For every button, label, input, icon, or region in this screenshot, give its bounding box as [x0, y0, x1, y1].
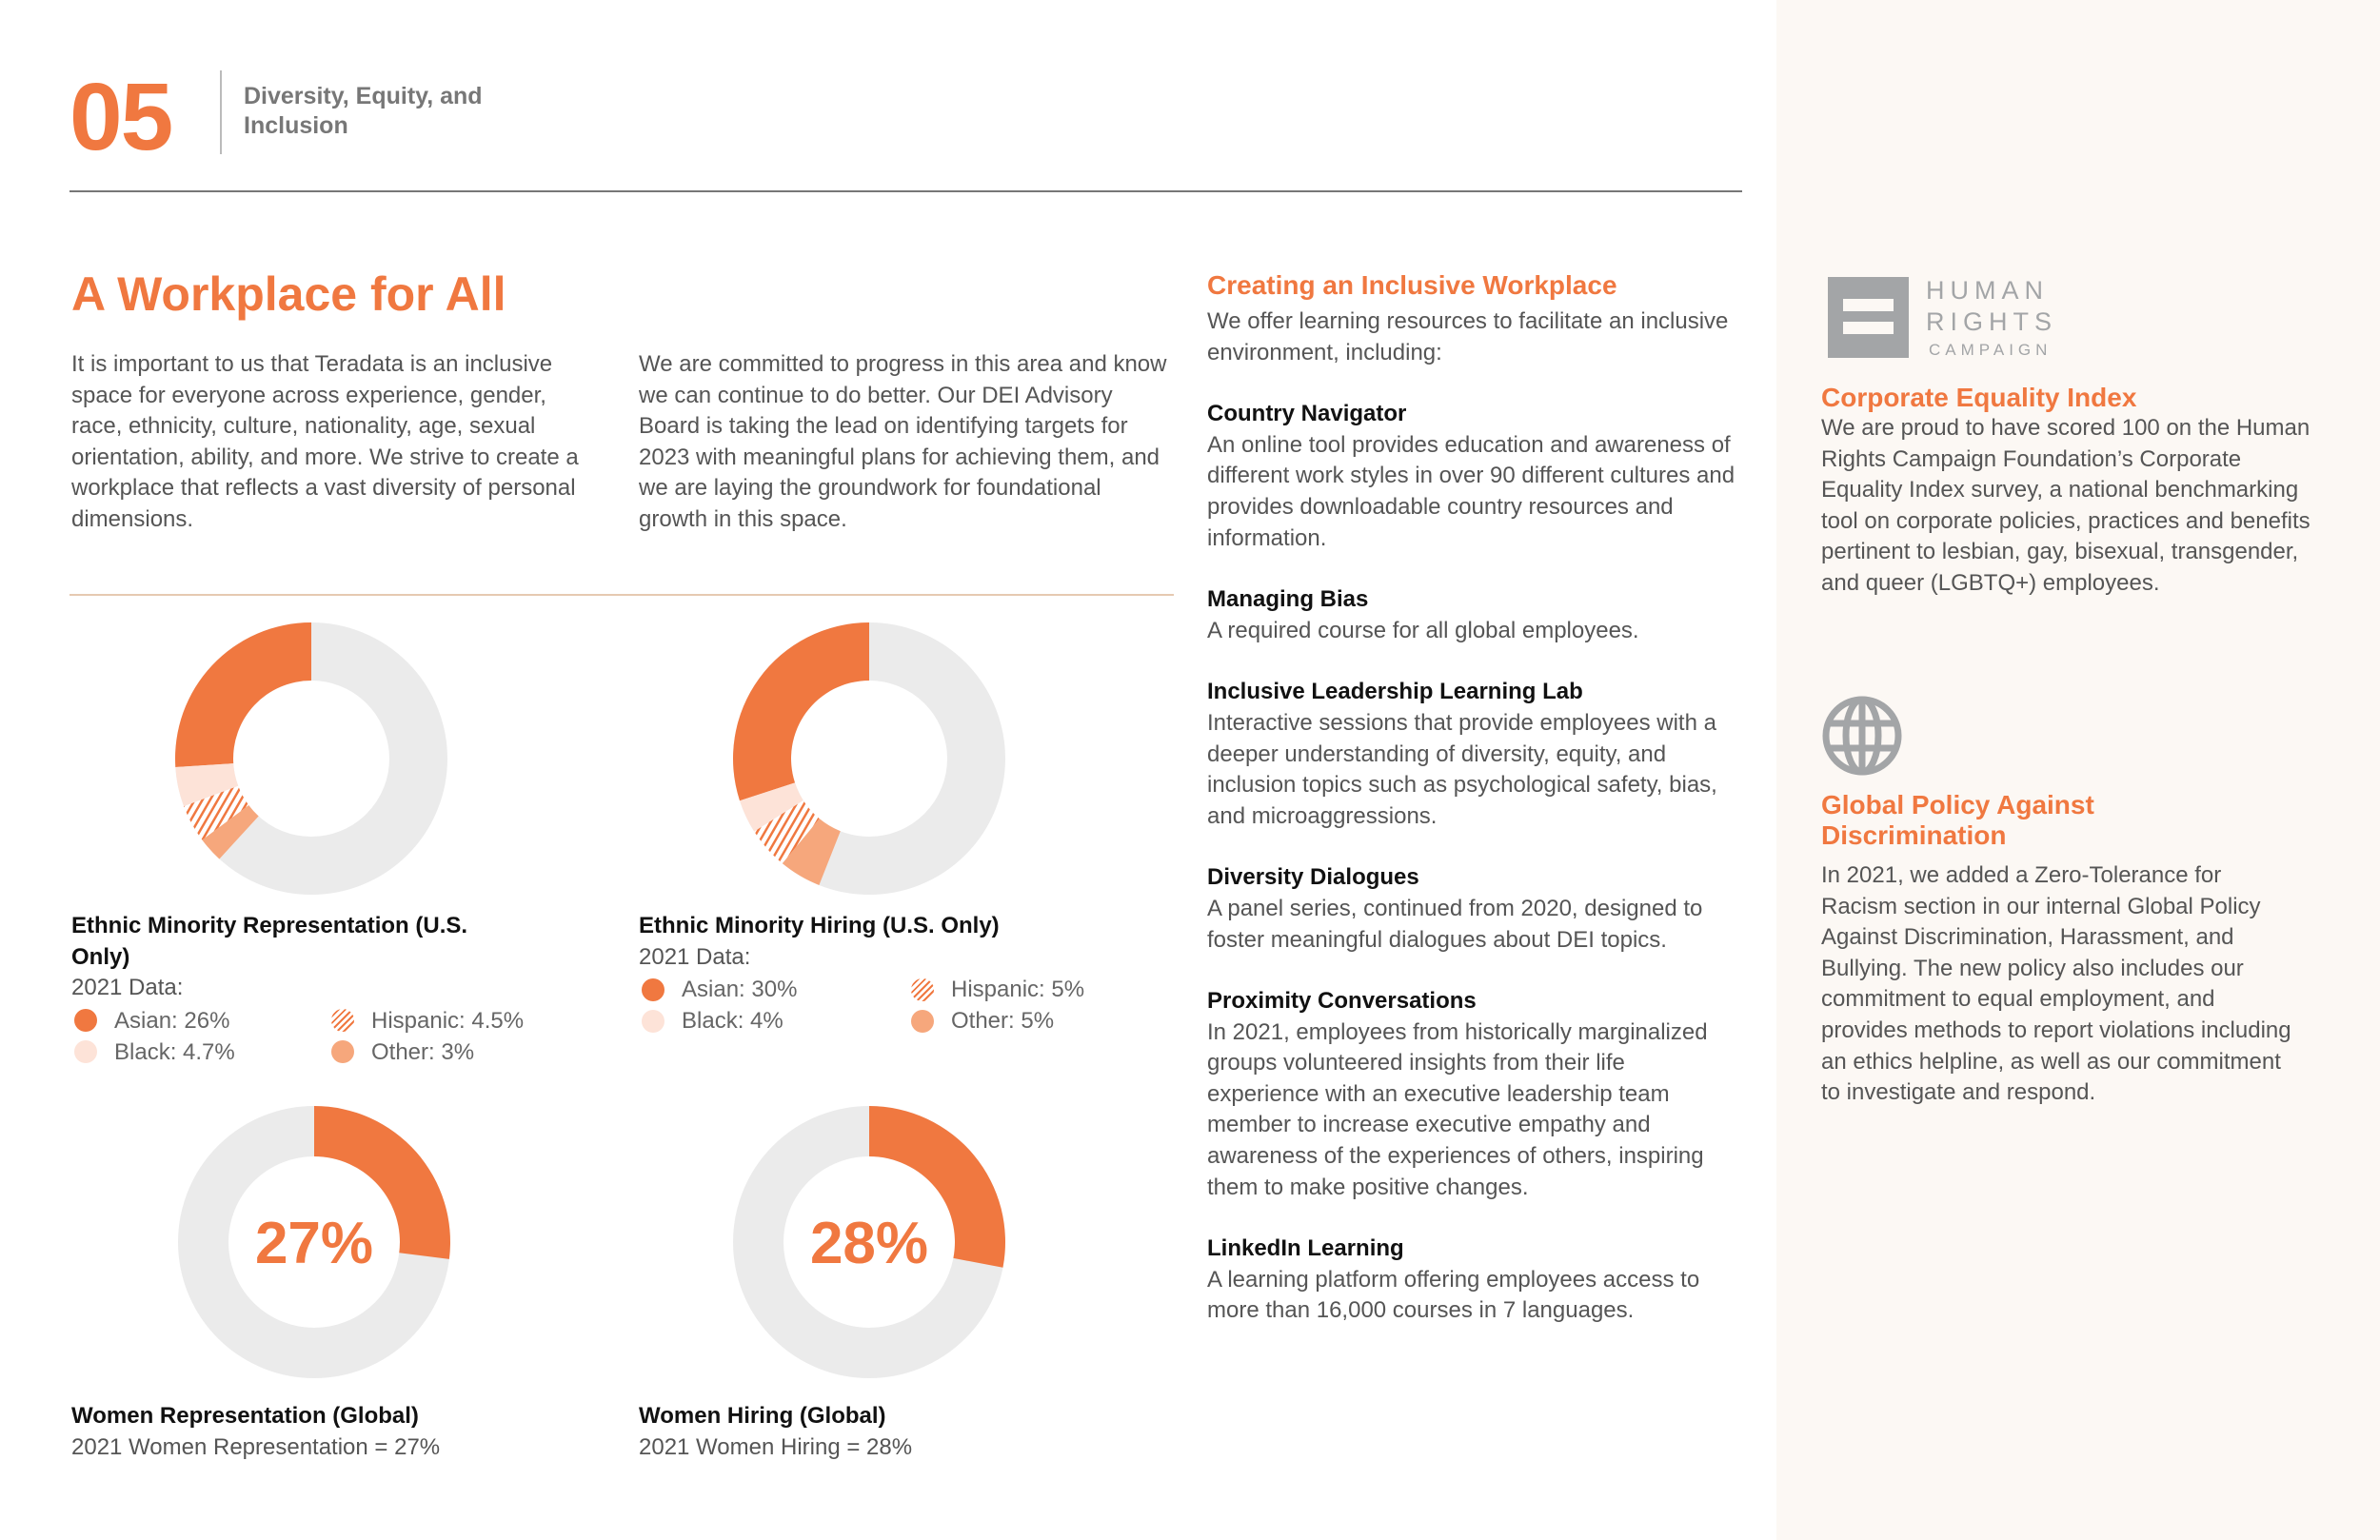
- intro-paragraph-2: We are committed to progress in this area and know we can continue to do better. Our DEI Advisory Board is taking the lead on identifying targets for 2023 with meaningful plans for achieving them, and we are laying the groundwork for foundational growth in this space.: [639, 351, 1167, 532]
- resource-text: In 2021, employees from historically marginalized groups volunteered insights from their life experience with an executive leadership team member to increase executive empathy and awareness of the experiences of others, inspiring them to make positive changes.: [1207, 1018, 1708, 1200]
- chart-legend: [639, 975, 1137, 1036]
- globe-icon: [1821, 695, 1903, 777]
- policy-heading: Global Policy Against Discrimination: [1821, 790, 2094, 850]
- women-representation-donut: [162, 1090, 466, 1394]
- chart-title: Ethnic Minority Representation (U.S. Only): [71, 913, 468, 970]
- resource-text: A learning platform offering employees access to more than 16,000 courses in 7 languages.: [1207, 1266, 1700, 1324]
- resource-item: [1207, 1234, 1740, 1327]
- ethnic-hiring-caption: [639, 911, 1137, 1036]
- ethnic-representation-donut: [159, 606, 464, 911]
- legend-swatch: [331, 1009, 354, 1032]
- resource-text: An online tool provides education and awareness of different work styles in over 90 different cultures and provides downloadable country resources and information.: [1207, 431, 1735, 551]
- donut-center-label: 28%: [809, 1211, 929, 1276]
- cei-section: [1821, 383, 2316, 600]
- legend-swatch: [74, 1040, 97, 1063]
- resource-text: A panel series, continued from 2020, designed to foster meaningful dialogues about DEI topics.: [1207, 895, 1703, 953]
- chart-legend: [71, 1006, 557, 1067]
- women-representation-caption: [71, 1401, 440, 1463]
- legend-asian: Asian: 30%: [639, 975, 908, 1004]
- resource-text: A required course for all global employees.: [1207, 617, 1639, 643]
- section-intro: We offer learning resources to facilitate an inclusive environment, including:: [1207, 308, 1729, 365]
- donut-slice-asian: [733, 622, 869, 800]
- svg-text:CAMPAIGN: CAMPAIGN: [1929, 341, 2053, 359]
- resource-title: Managing Bias: [1207, 586, 1369, 613]
- svg-text:RIGHTS: RIGHTS: [1926, 307, 2058, 336]
- header-divider: [220, 70, 222, 154]
- legend-black: Black: 4%: [639, 1006, 908, 1036]
- inclusive-workplace-section: [1207, 270, 1740, 1327]
- resource-item: [1207, 399, 1740, 554]
- intro-paragraph-1: It is important to us that Teradata is an inclusive space for everyone across experience, gender, race, ethnicity, culture, nationality, age, sexual orientation, ability, and more. We strive to create a workplace that reflects a vast diversity of personal dimensions.: [71, 351, 579, 532]
- policy-text: In 2021, we added a Zero-Tolerance for Racism section in our internal Global Policy Against Discrimination, Harassment, and Bullying. The new policy also includes our commitment to equal employment, and provides methods to report violations including an ethics helpline, as well as our commitment to investigate and respond.: [1821, 862, 2291, 1106]
- hrc-logo: [1821, 274, 2316, 374]
- resource-item: [1207, 584, 1740, 646]
- chart-title: Women Representation (Global): [71, 1403, 419, 1429]
- donut-center-label: 27%: [254, 1211, 374, 1276]
- resource-title: Diversity Dialogues: [1207, 864, 1419, 891]
- resource-item: [1207, 862, 1740, 956]
- hrc-logo-graphic: [1821, 274, 2078, 369]
- cei-text: We are proud to have scored 100 on the Human Rights Campaign Foundation’s Corporate Equality Index survey, a national benchmarking tool on corporate policies, practices and benefits pertinent to lesbian, gay, bisexual, transgender, and queer (LGBTQ+) employees.: [1821, 415, 2311, 596]
- donut-slice-asian: [175, 622, 311, 767]
- legend-swatch: [642, 1010, 664, 1033]
- section-number: 05: [69, 64, 172, 170]
- section-title: Diversity, Equity, and Inclusion: [244, 83, 483, 139]
- resource-item: [1207, 677, 1740, 832]
- legend-swatch: [74, 1009, 97, 1032]
- legend-other: Other: 5%: [908, 1006, 1137, 1036]
- resource-item: [1207, 986, 1740, 1203]
- resource-title: Country Navigator: [1207, 401, 1407, 427]
- section-heading: Creating an Inclusive Workplace: [1207, 270, 1617, 300]
- women-hiring-donut: [717, 1090, 1021, 1394]
- header-rule: [69, 190, 1742, 192]
- legend-asian: Asian: 26%: [71, 1006, 328, 1036]
- resource-title: Inclusive Leadership Learning Lab: [1207, 679, 1583, 705]
- policy-section: [1821, 790, 2316, 1109]
- ethnic-representation-caption: [71, 911, 557, 1067]
- resource-title: Proximity Conversations: [1207, 988, 1477, 1015]
- page-title: A Workplace for All: [71, 267, 506, 321]
- legend-swatch: [331, 1040, 354, 1063]
- legend-other: Other: 3%: [328, 1037, 557, 1067]
- resource-title: LinkedIn Learning: [1207, 1235, 1404, 1262]
- legend-swatch: [911, 1010, 934, 1033]
- chart-subtitle: 2021 Women Representation = 27%: [71, 1433, 441, 1460]
- chart-title: Women Hiring (Global): [639, 1403, 886, 1429]
- chart-subtitle: 2021 Women Hiring = 28%: [639, 1433, 913, 1460]
- cei-heading: Corporate Equality Index: [1821, 383, 2137, 412]
- section-rule: [69, 594, 1174, 596]
- legend-swatch: [911, 978, 934, 1001]
- legend-swatch: [642, 978, 664, 1001]
- legend-hispanic: Hispanic: 5%: [908, 975, 1137, 1004]
- ethnic-hiring-donut: [717, 606, 1021, 911]
- chart-subtitle: 2021 Data:: [71, 975, 184, 1001]
- chart-subtitle: 2021 Data:: [639, 943, 751, 970]
- svg-text:HUMAN: HUMAN: [1926, 276, 2049, 305]
- resource-text: Interactive sessions that provide employees with a deeper understanding of diversity, equity, and inclusion topics such as psychological safety, bias, and microaggressions.: [1207, 709, 1717, 829]
- chart-title: Ethnic Minority Hiring (U.S. Only): [639, 913, 1000, 938]
- legend-hispanic: Hispanic: 4.5%: [328, 1006, 557, 1036]
- women-hiring-caption: [639, 1401, 912, 1463]
- legend-black: Black: 4.7%: [71, 1037, 328, 1067]
